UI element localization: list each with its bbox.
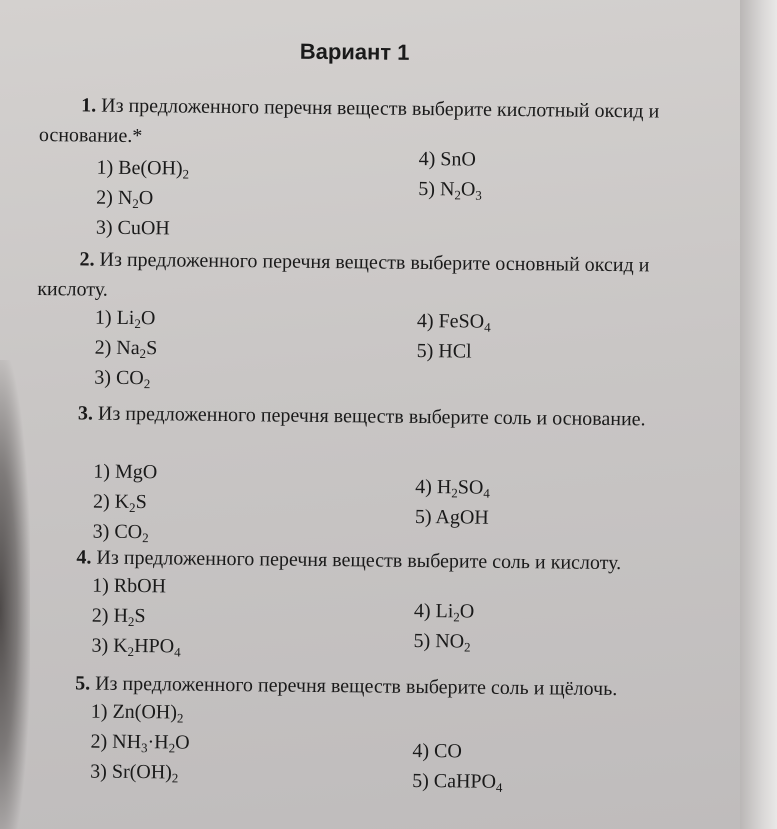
chemical-formula: $Li_2O$ [435, 600, 475, 625]
option-4 [412, 740, 462, 764]
option-1 [92, 575, 166, 599]
option-1 [96, 157, 189, 183]
option-number: 4) [412, 739, 435, 763]
chemical-formula: $H_2S$ [113, 604, 146, 630]
option-1 [91, 701, 184, 727]
chemical-formula: $Sr(OH)_2$ [111, 760, 179, 786]
option-1 [95, 307, 156, 333]
chemical-formula: $N_2O_3$ [439, 178, 482, 203]
chemical-formula: AgOH [435, 506, 489, 529]
option-2 [93, 491, 147, 517]
chemical-formula: $NH_3\cdot H_2O$ [112, 730, 190, 756]
chemical-formula: $Zn(OH)_2$ [112, 700, 184, 726]
option-number: 1) [90, 700, 113, 723]
option-number: 5) [418, 177, 441, 201]
question-number: 4. [76, 546, 92, 569]
option-1 [93, 461, 157, 485]
option-2 [96, 187, 153, 213]
option-number: 4) [418, 147, 441, 171]
question-number: 3. [77, 402, 94, 425]
option-number: 5) [416, 339, 439, 363]
question-2 [37, 244, 718, 392]
chemical-formula: $NO_2$ [435, 630, 471, 655]
chemical-formula: $Na_2S$ [116, 336, 158, 362]
option-4 [414, 600, 475, 626]
chemical-formula: $CO_2$ [115, 366, 151, 392]
option-number: 3) [91, 634, 114, 657]
chemical-formula: CaHPO$_4$ [433, 770, 503, 795]
option-3 [96, 217, 170, 241]
chemical-formula: CuOH [117, 216, 170, 240]
question-3 [36, 398, 716, 546]
option-4 [415, 476, 490, 502]
chemical-formula: $Be(OH)_2$ [118, 156, 190, 182]
chemical-formula: HCl [438, 340, 472, 363]
chemical-formula: $N_2O$ [117, 186, 154, 212]
option-number: 1) [94, 306, 117, 329]
option-5 [417, 340, 472, 364]
option-number: 3) [92, 520, 115, 543]
chemical-formula: FeSO$_4$ [438, 310, 491, 335]
option-3 [94, 367, 150, 393]
option-5 [415, 506, 489, 530]
page-edge [740, 0, 777, 829]
option-number: 3) [90, 760, 113, 783]
option-number: 1) [92, 574, 114, 597]
question-1 [38, 90, 720, 240]
question-number: 5. [75, 672, 91, 695]
option-number: 1) [93, 460, 116, 483]
question-text: Из предложенного перечня веществ выберите основный оксид и кислоту. [37, 248, 650, 301]
option-4 [417, 310, 491, 336]
option-5 [412, 770, 503, 796]
option-3 [90, 761, 178, 787]
option-2 [95, 337, 158, 363]
option-number: 5) [412, 769, 434, 793]
question-text: Из предложенного перечня веществ выберите соль и кислоту. [96, 546, 622, 575]
chemical-formula: $CO_2$ [114, 520, 149, 546]
option-4 [419, 148, 476, 172]
chemical-formula: $K_2HPO_4$ [113, 634, 181, 660]
variant-title: Вариант 1 [299, 38, 410, 65]
option-3 [91, 635, 180, 661]
option-number: 2) [91, 604, 114, 627]
chemical-formula: $H_2SO_4$ [436, 476, 490, 501]
option-2 [92, 605, 146, 631]
option-number: 2) [92, 490, 115, 513]
chemical-formula: $K_2S$ [114, 490, 147, 516]
option-number: 4) [413, 599, 436, 623]
option-number: 2) [94, 336, 117, 359]
option-number: 3) [95, 216, 118, 239]
option-number: 4) [415, 475, 438, 499]
option-number: 2) [90, 730, 113, 753]
question-4 [34, 542, 714, 660]
question-text: Из предложенного перечня веществ выберите соль и основание. [97, 402, 646, 431]
option-5 [413, 630, 470, 656]
chemical-formula: $Li_2O$ [116, 306, 156, 332]
question-number: 1. [81, 94, 97, 117]
option-number: 2) [96, 186, 119, 209]
question-text: Из предложенного перечня веществ выберите соль и щёлочь. [95, 672, 618, 701]
chemical-formula: CO [434, 740, 463, 763]
option-number: 1) [96, 156, 119, 179]
chemical-formula: RbOH [113, 574, 167, 598]
chemical-formula: MgO [114, 460, 158, 484]
option-number: 4) [416, 309, 439, 333]
question-text: Из предложенного перечня веществ выберите кислотный оксид и основание.* [38, 94, 660, 148]
option-number: 5) [413, 629, 436, 653]
option-2 [90, 731, 189, 757]
question-number: 2. [79, 248, 95, 271]
worksheet-content [37, 28, 720, 795]
chemical-formula: SnO [440, 148, 477, 171]
question-5 [33, 668, 713, 795]
option-number: 3) [94, 366, 117, 389]
option-5 [418, 178, 482, 204]
page-shadow [0, 360, 30, 829]
option-number: 5) [414, 505, 436, 529]
